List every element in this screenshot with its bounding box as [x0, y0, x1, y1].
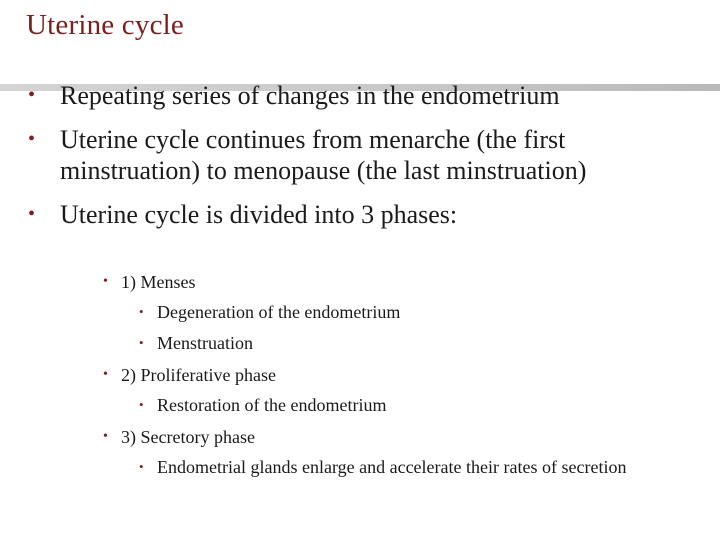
bullet-icon: •	[103, 367, 108, 382]
phase-item	[101, 363, 681, 416]
phase-detail-text: Degeneration of the endometrium	[157, 302, 401, 322]
phase-item	[101, 425, 681, 478]
bullet-icon: •	[139, 335, 144, 350]
bullet-icon: •	[103, 274, 108, 289]
bullet-icon: •	[139, 304, 144, 319]
bullet-text: Repeating series of changes in the endometrium	[60, 81, 560, 110]
phase-detail-text: Restoration of the endometrium	[157, 395, 387, 415]
slide-title: Uterine cycle	[26, 9, 184, 41]
bullet-icon: •	[103, 429, 108, 444]
main-bullet-list	[24, 80, 704, 230]
bullet-item	[24, 80, 704, 111]
phase-item	[101, 270, 681, 354]
bullet-icon: •	[139, 397, 144, 412]
phase-detail-item	[137, 301, 681, 323]
bullet-text: Uterine cycle continues from menarche (the first minstruation) to menopause (the last minstruation)	[60, 125, 587, 185]
phase-detail-item	[137, 456, 681, 478]
bullet-icon: •	[28, 203, 36, 225]
phase-detail-text: Menstruation	[157, 333, 253, 353]
bullet-item	[24, 124, 704, 186]
phase-detail-item	[137, 332, 681, 354]
phase-detail-list	[137, 456, 681, 478]
bullet-item	[24, 199, 704, 230]
slide-content	[24, 80, 704, 243]
phase-label: 3) Secretory phase	[121, 427, 255, 447]
phase-list	[101, 270, 681, 487]
phase-label: 2) Proliferative phase	[121, 365, 276, 385]
bullet-icon: •	[28, 84, 36, 106]
phase-detail-list	[137, 394, 681, 416]
bullet-icon: •	[139, 459, 144, 474]
phase-label: 1) Menses	[121, 272, 196, 292]
bullet-icon: •	[28, 128, 36, 150]
bullet-text: Uterine cycle is divided into 3 phases:	[60, 200, 458, 229]
phase-detail-list	[137, 301, 681, 354]
phase-detail-item	[137, 394, 681, 416]
phase-detail-text: Endometrial glands enlarge and accelerate their rates of secretion	[157, 457, 627, 477]
